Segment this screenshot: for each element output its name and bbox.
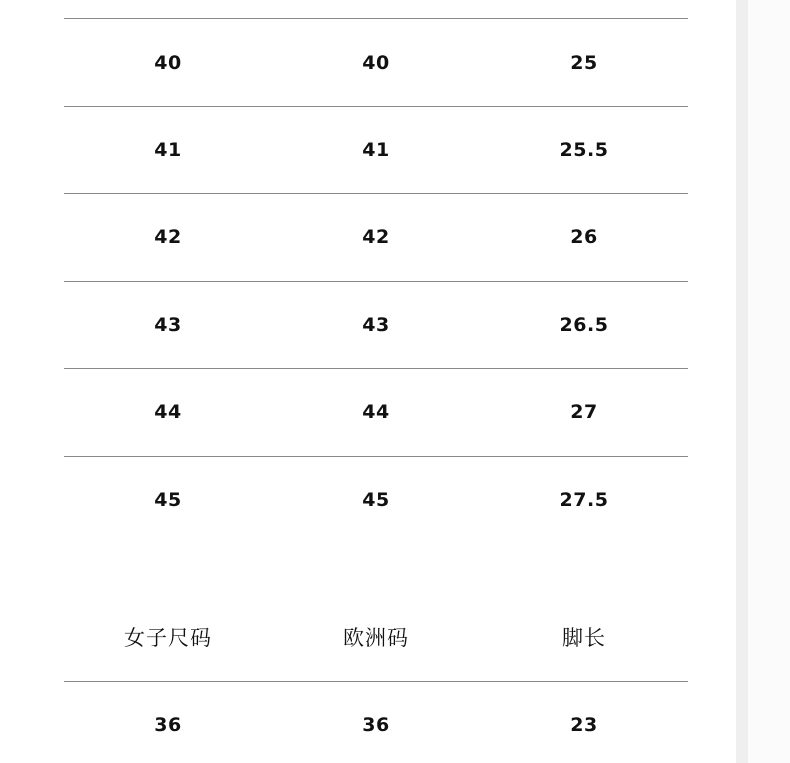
eu-size-cell: 44 <box>362 401 390 423</box>
table-row <box>64 312 688 338</box>
row-divider <box>64 281 688 282</box>
table-row <box>64 712 688 738</box>
column-header-foot-length: 脚长 <box>562 626 606 650</box>
foot-length-cell: 25 <box>570 52 598 74</box>
size-cell: 42 <box>154 226 182 248</box>
table-row <box>64 50 688 76</box>
column-header-eu-size: 欧洲码 <box>343 626 409 650</box>
foot-length-cell: 27 <box>570 401 598 423</box>
size-cell: 43 <box>154 314 182 336</box>
size-cell: 44 <box>154 401 182 423</box>
column-header-womens-size: 女子尺码 <box>124 626 212 650</box>
eu-size-cell: 40 <box>362 52 390 74</box>
eu-size-cell: 42 <box>362 226 390 248</box>
size-cell: 40 <box>154 52 182 74</box>
size-cell: 45 <box>154 489 182 511</box>
table-header-row <box>64 625 688 651</box>
row-divider <box>64 456 688 457</box>
eu-size-cell: 43 <box>362 314 390 336</box>
foot-length-cell: 25.5 <box>559 139 609 161</box>
row-divider <box>64 18 688 19</box>
table-row <box>64 137 688 163</box>
eu-size-cell: 36 <box>362 714 390 736</box>
row-divider <box>64 368 688 369</box>
eu-size-cell: 41 <box>362 139 390 161</box>
header-divider <box>64 681 688 682</box>
size-cell: 41 <box>154 139 182 161</box>
eu-size-cell: 45 <box>362 489 390 511</box>
foot-length-cell: 27.5 <box>559 489 609 511</box>
table-row <box>64 224 688 250</box>
page-edge-shadow <box>736 0 748 763</box>
row-divider <box>64 193 688 194</box>
row-divider <box>64 106 688 107</box>
foot-length-cell: 23 <box>570 714 598 736</box>
foot-length-cell: 26 <box>570 226 598 248</box>
table-row <box>64 487 688 513</box>
table-row <box>64 399 688 425</box>
size-cell: 36 <box>154 714 182 736</box>
foot-length-cell: 26.5 <box>559 314 609 336</box>
page-margin <box>748 0 790 763</box>
